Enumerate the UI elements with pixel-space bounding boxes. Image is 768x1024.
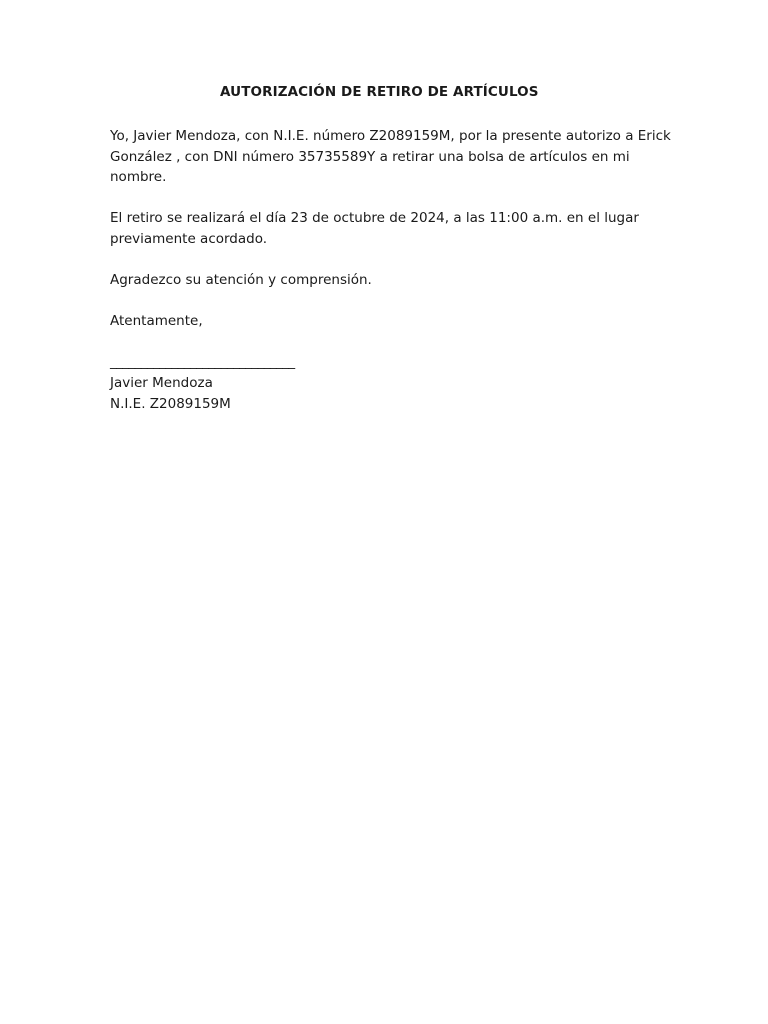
thanks-paragraph: Agradezco su atención y comprensión.: [110, 272, 372, 288]
signature-line: ______________________________: [110, 354, 295, 370]
document-title: AUTORIZACIÓN DE RETIRO DE ARTÍCULOS: [220, 84, 539, 100]
paragraph-line: nombre.: [110, 169, 167, 185]
paragraph-line: Yo, Javier Mendoza, con N.I.E. número Z2089159M, por la presente autorizo a Erick: [110, 128, 671, 144]
paragraph-line: González , con DNI número 35735589Y a retirar una bolsa de artículos en mi: [110, 148, 630, 165]
signer-name: Javier Mendoza: [110, 375, 213, 391]
paragraph-line: previamente acordado.: [110, 230, 268, 247]
closing-text: Atentamente,: [110, 313, 203, 329]
signer-id: N.I.E. Z2089159M: [110, 396, 231, 412]
authorization-paragraph: [110, 126, 671, 188]
paragraph-line: El retiro se realizará el día 23 de octubre de 2024, a las 11:00 a.m. en el lugar: [110, 210, 639, 226]
pickup-details-paragraph: [110, 208, 666, 249]
